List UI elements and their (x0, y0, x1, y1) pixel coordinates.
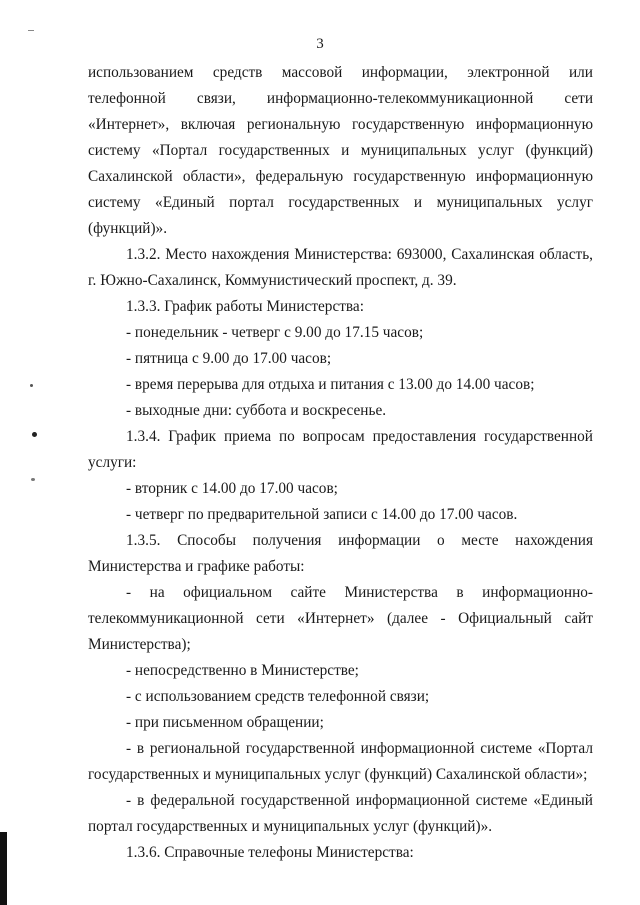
info-method-item: - в региональной государственной информационной системе «Портал государственных и муниципальных услуг (функций) Сахалинской области»; (88, 740, 593, 783)
schedule-item: - время перерыва для отдыха и питания с 13.00 до 14.00 часов; (126, 376, 535, 393)
info-method-item: - непосредственно в Министерстве; (126, 662, 359, 679)
info-method-item: - при письменном обращении; (126, 714, 324, 731)
info-method-item: - в федеральной государственной информационной системе «Единый портал государственных и муниципальных услуг (функций)». (88, 792, 593, 835)
page-number: 3 (316, 36, 324, 52)
reception-item: - вторник с 14.00 до 17.00 часов; (126, 480, 338, 497)
paragraph-1-3-5: 1.3.5. Способы получения информации о месте нахождения Министерства и графике работы: (88, 532, 593, 575)
document-body (88, 60, 593, 866)
paragraph-1-3-2: 1.3.2. Место нахождения Министерства: 693000, Сахалинская область, г. Южно-Сахалинск, Коммунистический проспект, д. 39. (88, 246, 593, 289)
schedule-item: - выходные дни: суббота и воскресенье. (126, 402, 387, 419)
schedule-item: - пятница с 9.00 до 17.00 часов; (126, 350, 332, 367)
reception-item: - четверг по предварительной записи с 14.00 до 17.00 часов. (126, 506, 518, 523)
info-method-item: - на официальном сайте Министерства в информационно-телекоммуникационной сети «Интернет» (далее - Официальный сайт Министерства); (88, 584, 593, 653)
scan-artifact (30, 384, 33, 387)
scan-artifact (28, 30, 34, 31)
paragraph-1-3-4: 1.3.4. График приема по вопросам предоставления государственной услуги: (88, 428, 593, 471)
paragraph-1-3-6: 1.3.6. Справочные телефоны Министерства: (126, 844, 414, 861)
paragraph-1-3-3: 1.3.3. График работы Министерства: (126, 298, 364, 315)
schedule-item: - понедельник - четверг с 9.00 до 17.15 часов; (126, 324, 424, 341)
scan-edge-shadow (0, 832, 7, 905)
info-method-item: - с использованием средств телефонной связи; (126, 688, 430, 705)
paragraph-continuation: использованием средств массовой информации, электронной или телефонной связи, информационно-телекоммуникационной сети «Интернет», включая региональную государственную информационную систему «Портал государственных и муниципальных услуг (функций) Сахалинской области», федеральную государственную информационную систему «Единый портал государственных и муниципальных услуг (функций)». (88, 64, 593, 237)
scan-artifact (31, 478, 35, 481)
scan-artifact (32, 432, 37, 437)
